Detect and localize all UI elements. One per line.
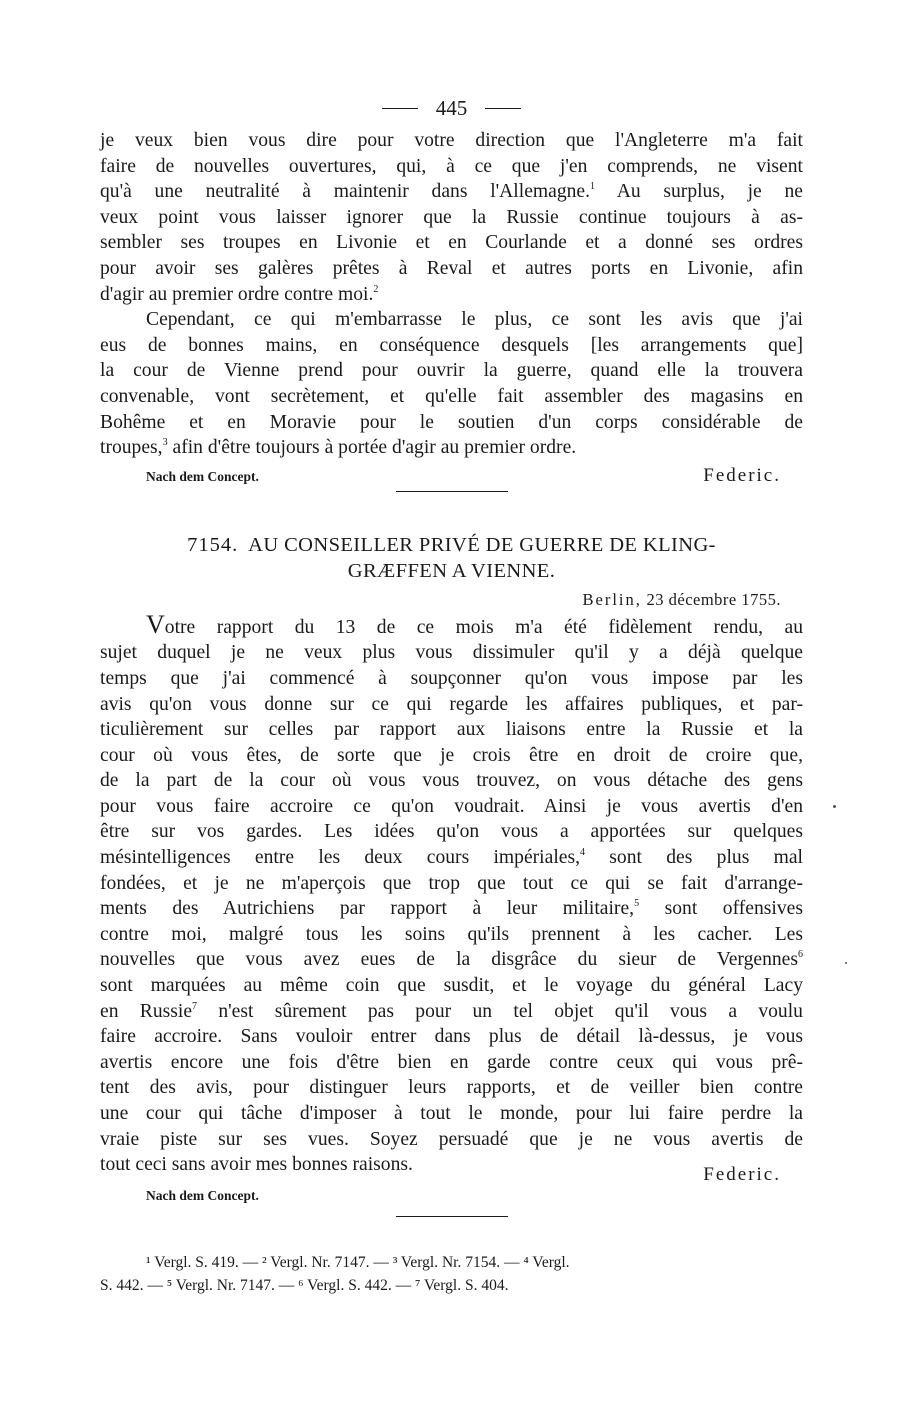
text-line: sont marquées au même coin que susdit, et le voyage du général Lacy: [100, 975, 803, 997]
page-number: 445: [435, 96, 468, 121]
concept-note: Nach dem Concept.: [146, 468, 259, 484]
footnotes: [100, 1251, 803, 1297]
footnote-ref: 2: [373, 283, 379, 295]
date-text: 23 décembre 1755.: [646, 589, 781, 609]
text-segment: d'agir au premier ordre contre moi.: [100, 283, 374, 305]
initial-letter: V: [146, 609, 165, 639]
footnote-ref: 4: [580, 847, 585, 859]
text-line: Bohême et en Moravie pour le soutien d'un corps considérable de: [100, 411, 803, 433]
signature: Federic.: [703, 464, 781, 486]
footnote-line: S. 442. — ⁵ Vergl. Nr. 7147. — ⁶ Vergl. S. 442. — ⁷ Vergl. S. 404.: [100, 1277, 509, 1295]
text-line: sembler ses troupes en Livonie et en Courlande et a donné ses ordres: [100, 232, 803, 254]
text-segment: ments des Autrichiens par rapport à leur militaire,: [100, 898, 635, 920]
text-segment: en Russie: [100, 1000, 193, 1022]
text-line: [100, 845, 803, 871]
text-segment: Au surplus, je ne: [616, 181, 803, 203]
page: [100, 92, 803, 1297]
text-line: fondées, et je ne m'aperçois que trop que tout ce qui se fait d'arrange-: [100, 872, 803, 894]
date-city: Berlin,: [582, 589, 642, 609]
text-segment: n'est sûrement pas pour un tel objet qu'il vous a voulu: [218, 1000, 803, 1022]
section-divider: [396, 491, 508, 492]
text-line: cour où vous êtes, de sorte que je crois être en droit de croire que,: [100, 744, 803, 766]
text-line: temps que j'ai commencé à soupçonner qu'on vous impose par les: [100, 667, 803, 689]
text-segment: troupes,: [100, 437, 163, 459]
letter-1-paragraph-1: [100, 128, 803, 307]
text-segment: mésintelligences entre les deux cours impériales,: [100, 847, 580, 869]
text-line: être sur vos gardes. Les idées qu'on vous a apportées sur quelques: [100, 821, 803, 843]
header-rule-right: [485, 108, 521, 109]
print-speck: [833, 805, 836, 808]
footnote-ref: 3: [162, 437, 168, 449]
text-line: la cour de Vienne prend pour ouvrir la guerre, quand elle la trouvera: [100, 360, 803, 382]
text-line: avis qu'on vous donne sur ce qui regarde les affaires publiques, et par-: [100, 693, 803, 715]
letter-1-paragraph-2: [100, 307, 803, 461]
page-number-header: [100, 92, 803, 128]
letter-1-footer: [100, 465, 803, 487]
section-divider: [396, 1216, 508, 1217]
letter-number: 7154.: [187, 533, 239, 556]
closing-row: [100, 1152, 803, 1186]
text-line: contre moi, malgré tous les soins qu'ils prennent à les cacher. Les: [100, 923, 803, 945]
text-line: [100, 947, 803, 973]
text-segment: qu'à une neutralité à maintenir dans l'Allemagne.: [100, 181, 591, 203]
text-line: vraie piste sur ses vues. Soyez persuadé que je ne vous avertis de: [100, 1128, 803, 1150]
text-line: [100, 179, 803, 205]
text-line: eus de bonnes mains, en conséquence desquels [les arrangements que]: [100, 334, 803, 356]
text-line: ticulièrement sur celles par rapport aux liaisons entre la Russie et la: [100, 719, 803, 741]
footnote-ref: 5: [634, 898, 640, 910]
text-segment: afin d'être toujours à portée d'agir au premier ordre.: [172, 437, 577, 459]
text-line: convenable, vont secrètement, et qu'elle fait assembler des magasins en: [100, 385, 803, 407]
heading-line-2: GRÆFFEN A VIENNE.: [347, 559, 556, 582]
text-segment: nouvelles que vous avez eues de la disgrâce du sieur de Vergennes: [100, 949, 798, 971]
text-line: pour avoir ses galères prêtes à Reval et autres ports en Livonie, afin: [100, 257, 803, 279]
text-line: [100, 896, 803, 922]
text-line: [100, 435, 803, 461]
text-line: tout ceci sans avoir mes bonnes raisons.: [100, 1154, 413, 1176]
dateline: [100, 590, 803, 610]
text-segment: otre rapport du 13 de ce mois m'a été fidèlement rendu, au: [164, 616, 803, 638]
text-line: je veux bien vous dire pour votre direction que l'Angleterre m'a fait: [100, 130, 803, 151]
footnote-ref: 6: [798, 949, 803, 961]
text-line: de la part de la cour où vous vous trouvez, on vous détache des gens: [100, 770, 803, 792]
footnote-line: ¹ Vergl. S. 419. — ² Vergl. Nr. 7147. — ³ Vergl. Nr. 7154. — ⁴ Vergl.: [146, 1254, 570, 1272]
text-line: pour vous faire accroire ce qu'on voudrait. Ainsi je vous avertis d'en: [100, 795, 803, 817]
heading-text: AU CONSEILLER PRIVÉ DE GUERRE DE KLING-: [248, 533, 716, 556]
concept-note: Nach dem Concept.: [146, 1188, 259, 1204]
signature: Federic.: [703, 1164, 781, 1186]
text-line: faire de nouvelles ouvertures, qui, à ce que j'en comprends, ne visent: [100, 155, 803, 177]
text-line: [100, 282, 803, 308]
print-speck: [845, 962, 847, 964]
footnote-ref: 1: [590, 181, 596, 193]
text-line: veux point vous laisser ignorer que la Russie continue toujours à as-: [100, 206, 803, 228]
text-line: Cependant, ce qui m'embarrasse le plus, ce sont les avis que j'ai: [146, 309, 803, 331]
text-line: [100, 609, 803, 641]
text-line: avertis encore une fois d'être bien en garde contre ceux qui vous prê-: [100, 1051, 803, 1073]
text-segment: sont offensives: [664, 898, 803, 920]
text-line: [100, 999, 803, 1025]
text-line: une cour qui tâche d'imposer à tout le monde, pour lui faire perdre la: [100, 1103, 803, 1124]
text-line: tent des avis, pour distinguer leurs rapports, et de veiller bien contre: [100, 1077, 803, 1099]
text-line: sujet duquel je ne veux plus vous dissimuler qu'il y a déjà quelque: [100, 642, 803, 664]
text-line: faire accroire. Sans vouloir entrer dans plus de détail là-dessus, je vous: [100, 1026, 803, 1048]
footnote-ref: 7: [192, 1000, 198, 1012]
letter-2-body: [100, 609, 803, 1204]
header-rule-left: [382, 108, 418, 109]
letter-2-heading: [100, 532, 803, 584]
heading-line-1: [100, 532, 803, 558]
text-segment: sont des plus mal: [609, 847, 803, 869]
